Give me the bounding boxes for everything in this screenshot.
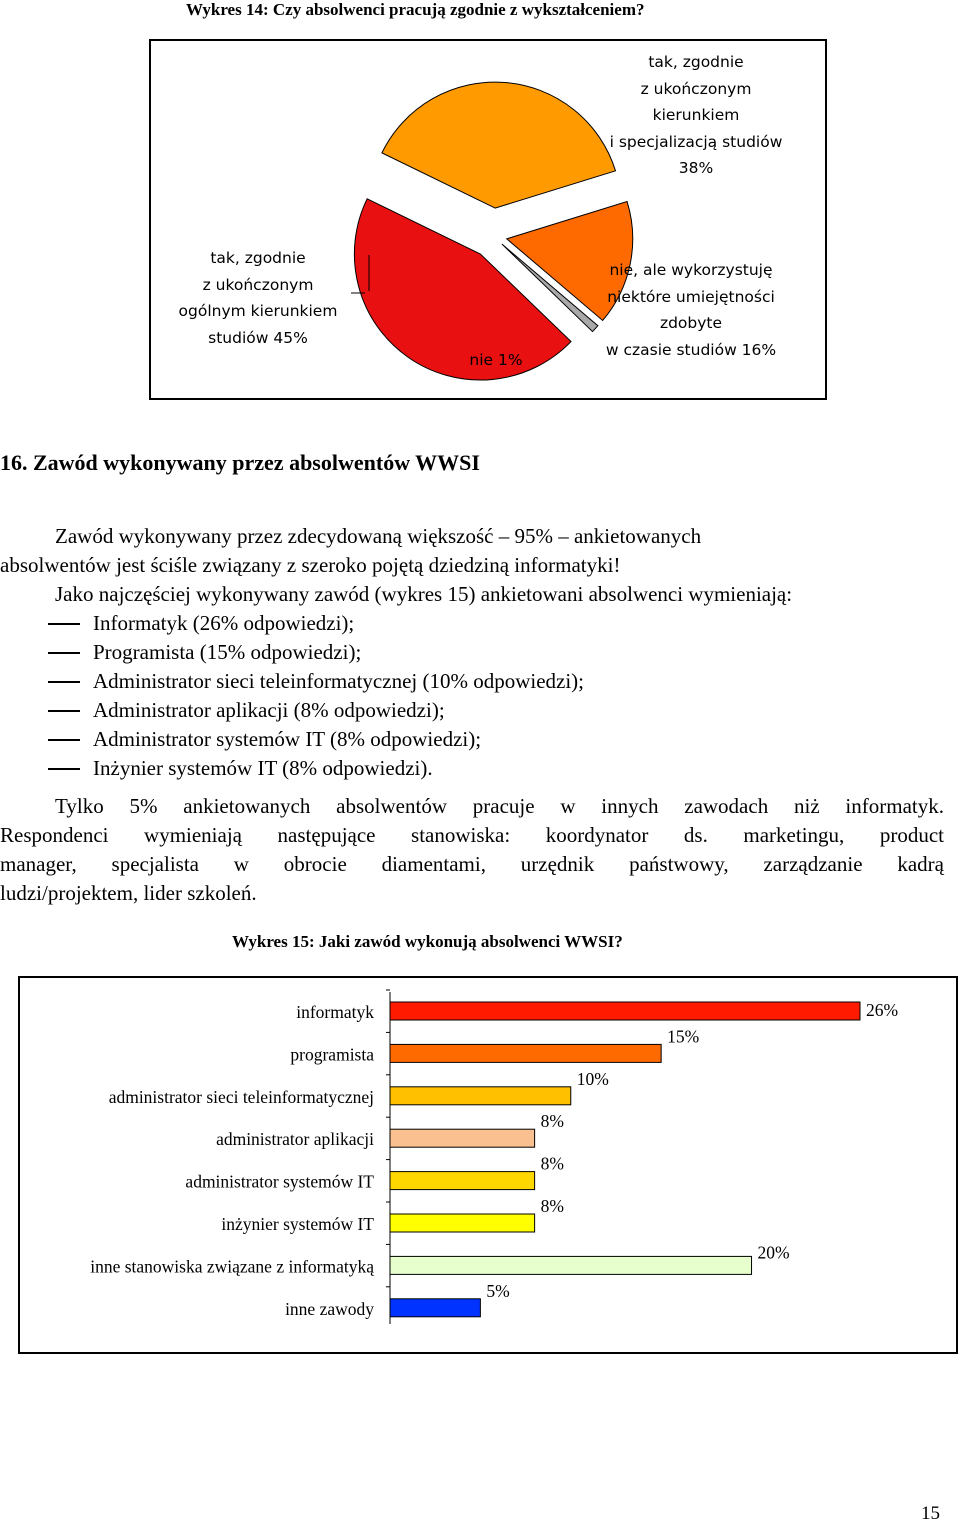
value-label: 8%	[540, 1111, 564, 1132]
category-label: inne stanowiska związane z informatyką	[90, 1256, 374, 1277]
bar	[390, 1214, 535, 1232]
pie-chart-box	[149, 39, 827, 400]
bar-chart	[20, 978, 956, 1352]
chart15-caption: Wykres 15: Jaki zawód wykonują absolwenci WWSI?	[232, 932, 623, 951]
category-label: administrator sieci teleinformatycznej	[108, 1086, 374, 1107]
list-item: Administrator aplikacji (8% odpowiedzi);	[0, 696, 584, 725]
chart14-caption: Wykres 14: Czy absolwenci pracują zgodnie z wykształceniem?	[186, 0, 645, 19]
value-label: 5%	[486, 1280, 510, 1301]
bar	[390, 1256, 752, 1274]
occupation-list	[0, 609, 584, 783]
paragraph-intro-line2: absolwentów jest ściśle związany z szeroko pojętą dziedziną informatyki!	[0, 553, 621, 577]
list-item: Administrator systemów IT (8% odpowiedzi);	[0, 725, 584, 754]
dash-bullet	[48, 710, 80, 712]
pie-label-38: tak, zgodnie z ukończonym kierunkiem i specjalizacją studiów 38%	[609, 53, 783, 177]
paragraph-other	[0, 792, 944, 908]
bar	[390, 1172, 535, 1190]
page-number: 15	[921, 1503, 940, 1524]
paragraph-intro	[0, 522, 828, 580]
section-heading: 16. Zawód wykonywany przez absolwentów WWSI	[0, 450, 480, 475]
dash-bullet	[48, 652, 80, 654]
pie-label-16: nie, ale wykorzystuję niektóre umiejętności zdobyte w czasie studiów 16%	[605, 261, 777, 359]
paragraph-other-line2: Respondenci wymieniają następujące stanowiska: koordynator ds. marketingu, product	[0, 823, 944, 847]
value-label: 8%	[540, 1196, 564, 1216]
category-label: administrator aplikacji	[216, 1129, 374, 1150]
dash-bullet	[48, 768, 80, 770]
pie-slice	[382, 82, 616, 208]
bar	[390, 1087, 571, 1105]
paragraph-other-line3: manager, specjalista w obrocie diamentami, urzędnik państwowy, zarządzanie kadrą	[0, 852, 944, 876]
bar	[390, 1299, 480, 1317]
paragraph-other-line4: ludzi/projektem, lider szkoleń.	[0, 881, 257, 905]
pie-label-1: nie 1%	[469, 351, 523, 369]
list-item: Inżynier systemów IT (8% odpowiedzi).	[0, 754, 584, 783]
value-label: 20%	[757, 1242, 790, 1263]
category-label: inne zawody	[285, 1298, 374, 1319]
category-label: programista	[290, 1044, 374, 1065]
list-item: Informatyk (26% odpowiedzi);	[0, 609, 584, 638]
value-label: 26%	[866, 1000, 899, 1020]
bar	[390, 1002, 860, 1020]
paragraph-other-line1: Tylko 5% ankietowanych absolwentów pracuje w innych zawodach niż informatyk.	[55, 794, 944, 818]
pie-label-45: tak, zgodnie z ukończonym ogólnym kierunkiem studiów 45%	[178, 249, 338, 347]
value-label: 8%	[540, 1153, 564, 1174]
dash-bullet	[48, 739, 80, 741]
bar-chart-box	[18, 976, 958, 1354]
paragraph-list-intro: Jako najczęściej wykonywany zawód (wykres 15) ankietowani absolwenci wymieniają:	[55, 582, 793, 606]
bar	[390, 1129, 535, 1147]
dash-bullet	[48, 681, 80, 683]
bar	[390, 1044, 661, 1062]
list-item: Programista (15% odpowiedzi);	[0, 638, 584, 667]
list-item: Administrator sieci teleinformatycznej (10% odpowiedzi);	[0, 667, 584, 696]
value-label: 10%	[576, 1068, 609, 1089]
value-label: 15%	[667, 1026, 700, 1047]
dash-bullet	[48, 623, 80, 625]
category-label: informatyk	[296, 1002, 374, 1022]
category-label: administrator systemów IT	[185, 1171, 374, 1192]
category-label: inżynier systemów IT	[221, 1214, 374, 1234]
paragraph-intro-line1: Zawód wykonywany przez zdecydowaną większość – 95% – ankietowanych	[55, 524, 702, 548]
